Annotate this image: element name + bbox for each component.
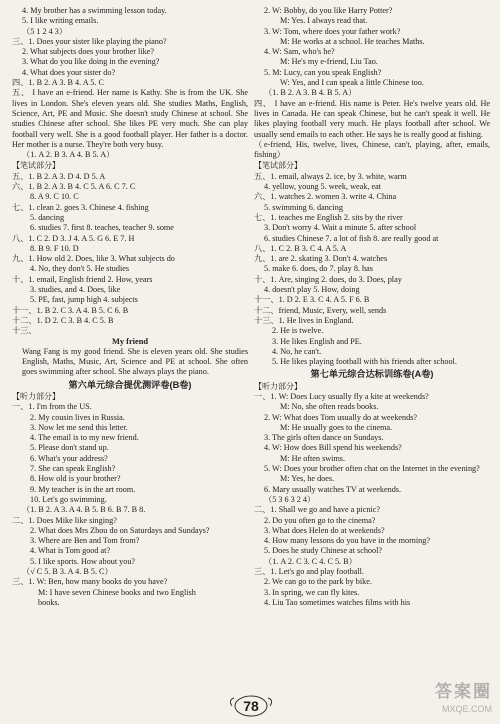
answer-line: 十二、friend, Music, Every, well, sends xyxy=(254,305,387,315)
answer-line: 4. Liu Tao sometimes watches films with his xyxy=(264,597,411,607)
answer-line: 【笔试部分】 xyxy=(254,161,302,171)
answer-line: （5 3 6 3 2 4） xyxy=(264,494,316,504)
answer-line: 4. How many lessons do you have in the morning? xyxy=(264,536,431,546)
answer-line: 四、1. B 2. A 3. B 4. A 5. C xyxy=(12,78,104,88)
answer-line: 十、1. Are, singing 2. does, do 3. Does, play xyxy=(254,274,402,284)
answer-line: 【笔试部分】 xyxy=(12,161,60,171)
answer-line: M: He often swims. xyxy=(280,453,346,463)
left-answer-block xyxy=(12,6,248,337)
answer-line: 2. He is twelve. xyxy=(272,326,324,336)
answer-line: 10. Let's go swimming. xyxy=(30,494,107,504)
answer-line: （1. A 2. C 3. C 4. C 5. B） xyxy=(264,556,357,566)
answer-line: M: Yes, he does. xyxy=(280,474,335,484)
answer-line: 2. We can go to the park by bike. xyxy=(264,577,372,587)
answer-line: 9. My teacher is in the art room. xyxy=(30,484,136,494)
answer-line: 九、1. How old 2. Does, like 3. What subjects do xyxy=(12,254,175,264)
answer-line: 十、1. email, English friend 2. How, years xyxy=(12,274,153,284)
essay-text: Wang Fang is my good friend. She is eleven years old. She studies English, Maths, Music, Art, Science and PE at school. She often goes swimming after school. She always plays the piano. xyxy=(22,346,248,377)
answer-line: 九、1. are 2. skating 3. Don't 4. watches xyxy=(254,254,388,264)
answer-line: 五、1. email, always 2. ice, by 3. white, warm xyxy=(254,171,407,181)
answer-line: 2. W: Bobby, do you like Harry Potter? xyxy=(264,6,393,15)
answer-line: 5. Does he study Chinese at school? xyxy=(264,546,383,556)
answer-line: 2. What subjects does your brother like? xyxy=(22,47,154,57)
answer-line: 4. yellow, young 5. week, weak, eat xyxy=(264,182,382,192)
answer-line: 4. What is Tom good at? xyxy=(30,546,111,556)
answer-line: 【听力部分】 xyxy=(254,381,302,391)
answer-line: 【听力部分】 xyxy=(12,391,60,401)
answer-line: 5. W: Does your brother often chat on the Internet in the evening? xyxy=(264,464,480,474)
watermark-logo xyxy=(400,680,492,720)
answer-line: 4. My brother has a swimming lesson today. xyxy=(22,6,167,15)
answer-line: 3. Now let me send this letter. xyxy=(30,422,128,432)
answer-line: 6. What's your address? xyxy=(30,453,108,463)
answer-line: 3. W: Tom, where does your father work? xyxy=(264,26,401,36)
answer-line: 3. The girls often dance on Sundays. xyxy=(264,433,384,443)
answer-line: 六、1. watches 2. women 3. write 4. China xyxy=(254,192,397,202)
answer-line: （e-friend, His, twelve, lives, Chinese, can't, playing, after, emails, fishing） xyxy=(254,139,490,160)
answer-line: 一、1. W: Does Lucy usually fly a kite at weekends? xyxy=(254,391,429,401)
answer-line: M: Yes. I always read that. xyxy=(280,16,368,26)
section-title-unit7-a: 第七单元综合达标训练卷(A卷) xyxy=(310,369,434,380)
answer-line: 五、1. B 2. A 3. D 4. D 5. A xyxy=(12,171,106,181)
answer-line: books. xyxy=(38,597,60,607)
answer-line: 十一、1. D 2. E 3. C 4. A 5. F 6. B xyxy=(254,295,370,305)
answer-line: 4. W: Sam, who's he? xyxy=(264,47,335,57)
answer-line: M: No, she often reads books. xyxy=(280,402,379,412)
answer-line: W: Yes, and I can speak a little Chinese too. xyxy=(280,78,424,88)
answer-line: 四、 I have an e-friend. His name is Peter. He's twelve years old. He lives in Canada. He can speak Chinese, but he can't speak it well. He likes playing football very much. He plays football after school. We usually send emails to each other. He says he is really good at fishing. xyxy=(254,98,490,139)
answer-line: M: He's my e-friend, Liu Tao. xyxy=(280,57,378,67)
answer-line: 5. M: Lucy, can you speak English? xyxy=(264,67,382,77)
answer-line: 3. What do you like doing in the evening? xyxy=(22,57,160,67)
answer-line: 3. In spring, we can fly kites. xyxy=(264,587,360,597)
answer-line: 十一、1. B 2. C 3. A 4. B 5. C 6. B xyxy=(12,305,129,315)
answer-line: 3. studies, and 4. Does, like xyxy=(30,285,121,295)
answer-line: 8. How old is your brother? xyxy=(30,474,121,484)
essay-title: My friend xyxy=(111,336,149,346)
answer-line: 八、1. C 2. D 3. J 4. A 5. G 6. E 7. H xyxy=(12,233,135,243)
watermark-url: MXQE.COM xyxy=(441,704,492,714)
answer-line: 六、1. B 2. A 3. B 4. C 5. A 6. C 7. C xyxy=(12,182,136,192)
right-listening-block xyxy=(254,382,490,609)
answer-line: 4. The email is to my new friend. xyxy=(30,433,139,443)
answer-line: 5. He likes playing football with his friends after school. xyxy=(272,357,457,367)
answer-line: 一、1. I'm from the US. xyxy=(12,402,92,412)
answer-line: 三、1. Let's go and play football. xyxy=(254,567,364,577)
answer-line: （1. B 2. A 3. A 4. B 5. B 6. B 7. B 8. xyxy=(22,505,146,515)
answer-line: 七、1. clean 2. goes 3. Chinese 4. fishing xyxy=(12,202,149,212)
answer-line: 4. No, they don't 5. He studies xyxy=(30,264,130,274)
left-column xyxy=(12,6,248,608)
answer-line: 8. B 9. F 10. D xyxy=(30,243,79,253)
answer-line: （√ C 5. B 3. A 4. B 5. C） xyxy=(22,567,113,577)
answer-line: 七、1. teaches me English 2. sits by the river xyxy=(254,212,403,222)
left-listening-block xyxy=(12,392,248,608)
answer-line: 八、1. C 2. B 3. C 4. A 5. A xyxy=(254,243,347,253)
right-answer-block xyxy=(254,6,490,367)
answer-line: 3. Don't worry 4. Wait a minute 5. after school xyxy=(264,223,417,233)
answer-line: 三、1. W: Ben, how many books do you have? xyxy=(12,577,168,587)
answer-line: 5. I like writing emails. xyxy=(22,16,99,26)
page-number-badge xyxy=(226,694,276,718)
answer-line: 五、 I have an e-friend. Her name is Kathy. She is from the UK. She lives in London. She's eleven years old. She studies Maths, English, Science, Art, PE and Music. She doesn't study Chinese at school. She studies Chinese after school. She likes PE very much. She can play football very well. She is a good football player. Her father is a doctor. Her mother is a nurse. They're both very busy. xyxy=(12,88,248,149)
answer-line: 4. doesn't play 5. How, doing xyxy=(264,285,360,295)
answer-line: 6. studies Chinese 7. a lot of fish 8. are really good at xyxy=(264,233,439,243)
answer-line: 5. swimming 6. dancing xyxy=(264,202,343,212)
answer-line: 5. dancing xyxy=(30,212,65,222)
answer-line: 4. No, he can't. xyxy=(272,346,322,356)
answer-line: 4. W: How does Bill spend his weekends? xyxy=(264,443,402,453)
answer-line: 8. A 9. C 10. C xyxy=(30,192,79,202)
answer-line: 十三、1. He lives in England. xyxy=(254,315,354,325)
answer-line: （5 1 2 4 3） xyxy=(22,26,68,36)
answer-line: 3. What does Helen do at weekends? xyxy=(264,525,385,535)
answer-line: 5. make 6. does, do 7. play 8. has xyxy=(264,264,373,274)
answer-line: 2. W: What does Tom usually do at weekends? xyxy=(264,412,418,422)
answer-line: 6. Mary usually watches TV at weekends. xyxy=(264,484,402,494)
answer-line: 5. PE, fast, jump high 4. subjects xyxy=(30,295,138,305)
answer-line: 十三、 xyxy=(12,326,37,336)
answer-line: 7. She can speak English? xyxy=(30,464,116,474)
page-number: 78 xyxy=(243,698,259,714)
answer-line: 5. I like sports. How about you? xyxy=(30,556,136,566)
answer-line: 2. Do you often go to the cinema? xyxy=(264,515,376,525)
answer-line: 三、1. Does your sister like playing the piano? xyxy=(12,36,167,46)
answer-line: （1. B 2. A 3. B 4. B 5. A） xyxy=(264,88,357,98)
section-title-unit6-b: 第六单元综合提优测评卷(B卷) xyxy=(68,379,192,390)
answer-line: M: I have seven Chinese books and two English xyxy=(38,587,196,597)
answer-line: （1. A 2. B 3. A 4. B 5. A） xyxy=(22,150,115,160)
watermark-text: 答案圈 xyxy=(435,682,492,701)
answer-line: 十二、1. D 2. C 3. B 4. C 5. B xyxy=(12,315,114,325)
answer-line: M: He usually goes to the cinema. xyxy=(280,422,393,432)
answer-line: 3. He likes English and PE. xyxy=(272,336,362,346)
answer-line: 二、1. Shall we go and have a picnic? xyxy=(254,505,380,515)
answer-line: 4. What does your sister do? xyxy=(22,67,116,77)
right-column xyxy=(254,6,490,608)
answer-line: 2. What does Mrs Zhou do on Saturdays and Sundays? xyxy=(30,525,210,535)
answer-line: 2. My cousin lives in Russia. xyxy=(30,412,125,422)
answer-line: 3. Where are Ben and Tom from? xyxy=(30,536,140,546)
answer-line: 6. studies 7. first 8. teaches, teacher 9. some xyxy=(30,223,174,233)
answer-line: 5. Please don't stand up. xyxy=(30,443,109,453)
answer-line: M: He works at a school. He teaches Maths. xyxy=(280,36,425,46)
answer-line: 二、1. Does Mike like singing? xyxy=(12,515,117,525)
